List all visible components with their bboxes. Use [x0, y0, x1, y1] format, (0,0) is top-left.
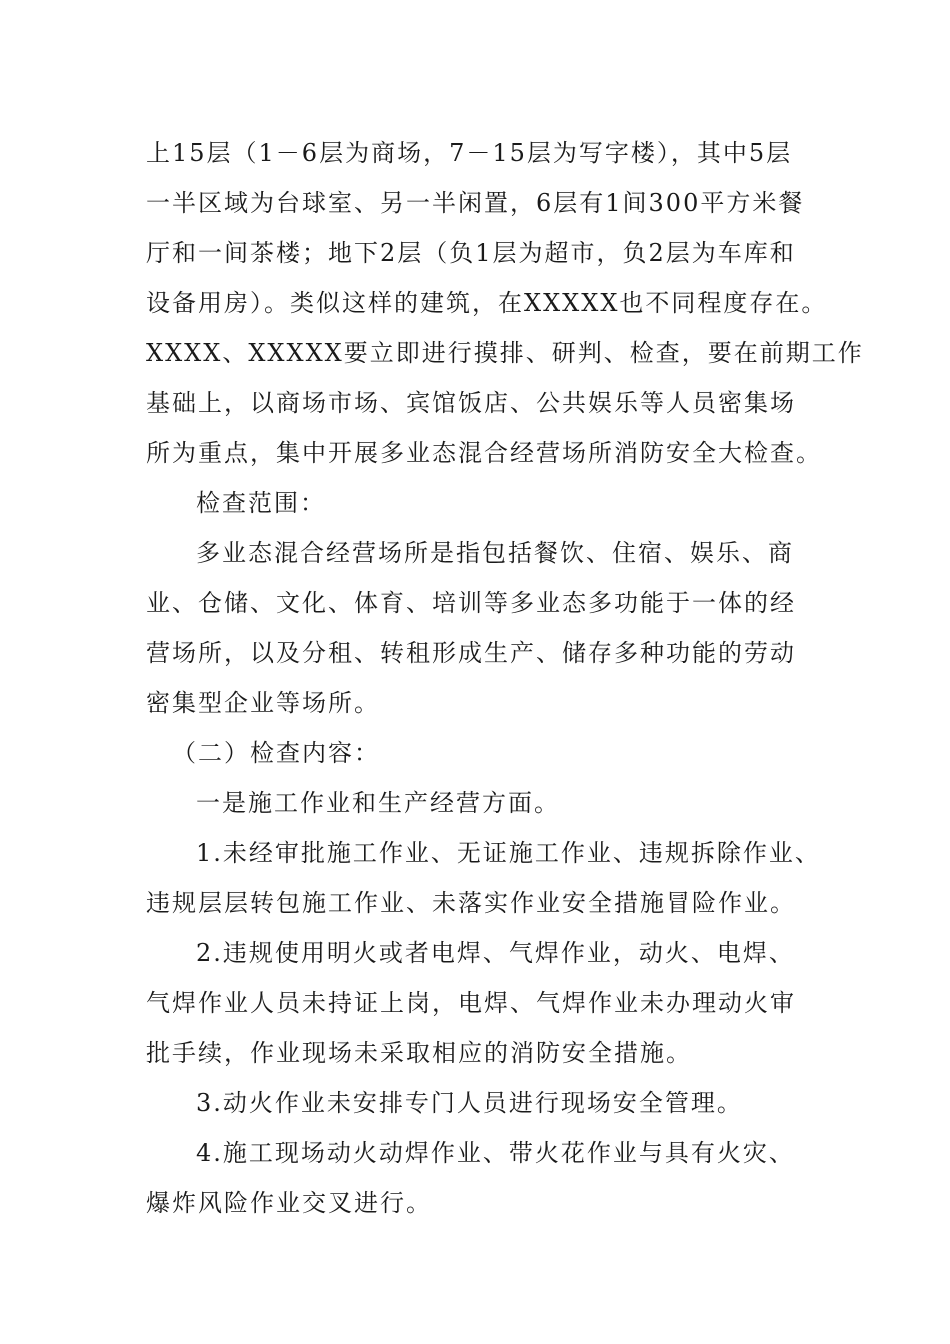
- section-heading: （二）检查内容：: [172, 739, 380, 767]
- paragraph-line: XXXX、XXXXX要立即进行摸排、研判、检查，要在前期工作: [146, 339, 864, 367]
- paragraph-line: 所为重点，集中开展多业态混合经营场所消防安全大检查。: [146, 439, 822, 467]
- list-item: 1.未经审批施工作业、无证施工作业、违规拆除作业、: [196, 839, 821, 867]
- paragraph-line: 营场所，以及分租、转租形成生产、储存多种功能的劳动: [146, 639, 796, 667]
- paragraph-line: 业、仓储、文化、体育、培训等多业态多功能于一体的经: [146, 589, 796, 617]
- paragraph-line: 基础上，以商场市场、宾馆饭店、公共娱乐等人员密集场: [146, 389, 796, 417]
- paragraph-line: 密集型企业等场所。: [146, 689, 380, 717]
- paragraph-line: 违规层层转包施工作业、未落实作业安全措施冒险作业。: [146, 889, 796, 917]
- paragraph-line: 批手续，作业现场未采取相应的消防安全措施。: [146, 1039, 692, 1067]
- paragraph-line: 设备用房）。类似这样的建筑，在XXXXX也不同程度存在。: [146, 289, 828, 317]
- list-item: 4.施工现场动火动焊作业、带火花作业与具有火灾、: [196, 1139, 795, 1167]
- paragraph-line: 气焊作业人员未持证上岗，电焊、气焊作业未办理动火审: [146, 989, 796, 1017]
- paragraph-line: 厅和一间茶楼；地下2层（负1层为超市，负2层为车库和: [146, 239, 796, 267]
- paragraph-line: 上15层（1－6层为商场，7－15层为写字楼），其中5层: [146, 139, 793, 167]
- list-item: 3.动火作业未安排专门人员进行现场安全管理。: [196, 1089, 743, 1117]
- paragraph-line: 一是施工作业和生产经营方面。: [196, 789, 560, 817]
- paragraph-line: 爆炸风险作业交叉进行。: [146, 1189, 432, 1217]
- section-heading: 检查范围：: [196, 489, 326, 517]
- list-item: 2.违规使用明火或者电焊、气焊作业，动火、电焊、: [196, 939, 795, 967]
- paragraph-line: 多业态混合经营场所是指包括餐饮、住宿、娱乐、商: [196, 539, 794, 567]
- paragraph-line: 一半区域为台球室、另一半闲置，6层有1间300平方米餐: [146, 189, 805, 217]
